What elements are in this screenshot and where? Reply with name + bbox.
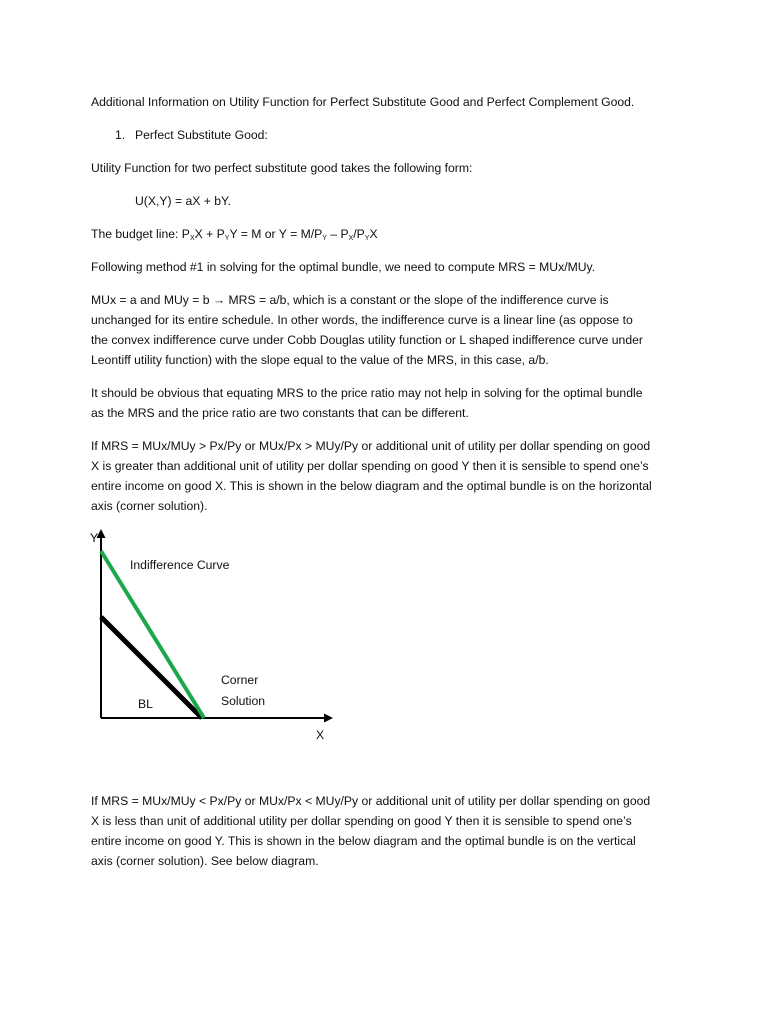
x-axis-arrowhead — [324, 714, 333, 723]
intro-text: Utility Function for two perfect substitute good takes the following form: — [91, 161, 473, 175]
less-paragraph-line: axis (corner solution). See below diagram. — [91, 854, 319, 868]
indifference-curve-label: Indifference Curve — [130, 558, 230, 572]
corner-solution-label: Corner — [221, 673, 259, 687]
x-axis-label: X — [316, 728, 325, 742]
budget-line-label: BL — [138, 697, 153, 711]
section-number: 1. — [115, 128, 126, 142]
greater-paragraph-line: If MRS = MUx/MUy > Px/Py or MUx/Px > MUy/Py or additional unit of utility per dollar spending on good — [91, 439, 651, 453]
mu-paragraph-line: Leontiff utility function) with the slope equal to the value of the MRS, in this case, a/b. — [91, 353, 549, 367]
mu-paragraph-line: MUx = a and MUy = b → MRS = a/b, which is a constant or the slope of the indifference curve is — [91, 293, 609, 307]
less-paragraph-line: X is less than unit of additional utility per dollar spending on good Y then it is sensible to spend one’s — [91, 814, 632, 828]
y-axis-label: Y — [90, 531, 99, 545]
budget-line-text: The budget line: $P_XX + P_YY = M$ or $Y = M/P_Y - P_X/P_YX$ — [91, 227, 378, 242]
less-paragraph-line: entire income on good Y. This is shown in the below diagram and the optimal bundle is on the vertical — [91, 834, 636, 848]
corner-solution-label: Solution — [221, 694, 266, 708]
mu-paragraph-line: unchanged for its entire schedule. In other words, the indifference curve is a linear line (as oppose to — [91, 313, 633, 327]
method-text: Following method #1 in solving for the optimal bundle, we need to compute MRS = MUx/MUy. — [91, 260, 596, 274]
section-title: Perfect Substitute Good: — [135, 128, 268, 142]
greater-paragraph-line: axis (corner solution). — [91, 499, 208, 513]
obvious-paragraph-line: It should be obvious that equating MRS to the price ratio may not help in solving for the optimal bundle — [91, 386, 643, 400]
obvious-paragraph-line: as the MRS and the price ratio are two constants that can be different. — [91, 406, 469, 420]
document-heading: Additional Information on Utility Function for Perfect Substitute Good and Perfect Complement Good. — [91, 95, 635, 109]
less-paragraph-line: If MRS = MUx/MUy < Px/Py or MUx/Px < MUy/Py or additional unit of utility per dollar spending on good — [91, 794, 651, 808]
utility-formula: U(X,Y) = aX + bY. — [135, 194, 231, 208]
greater-paragraph-line: entire income on good X. This is shown in the below diagram and the optimal bundle is on the horizontal — [91, 479, 652, 493]
mu-paragraph-line: the convex indifference curve under Cobb Douglas utility function or L shaped indifference curve under — [91, 333, 643, 347]
corner-solution-diagram — [80, 525, 360, 755]
greater-paragraph-line: X is greater than additional unit of utility per dollar spending on good Y then it is sensible to spend one’s — [91, 459, 649, 473]
